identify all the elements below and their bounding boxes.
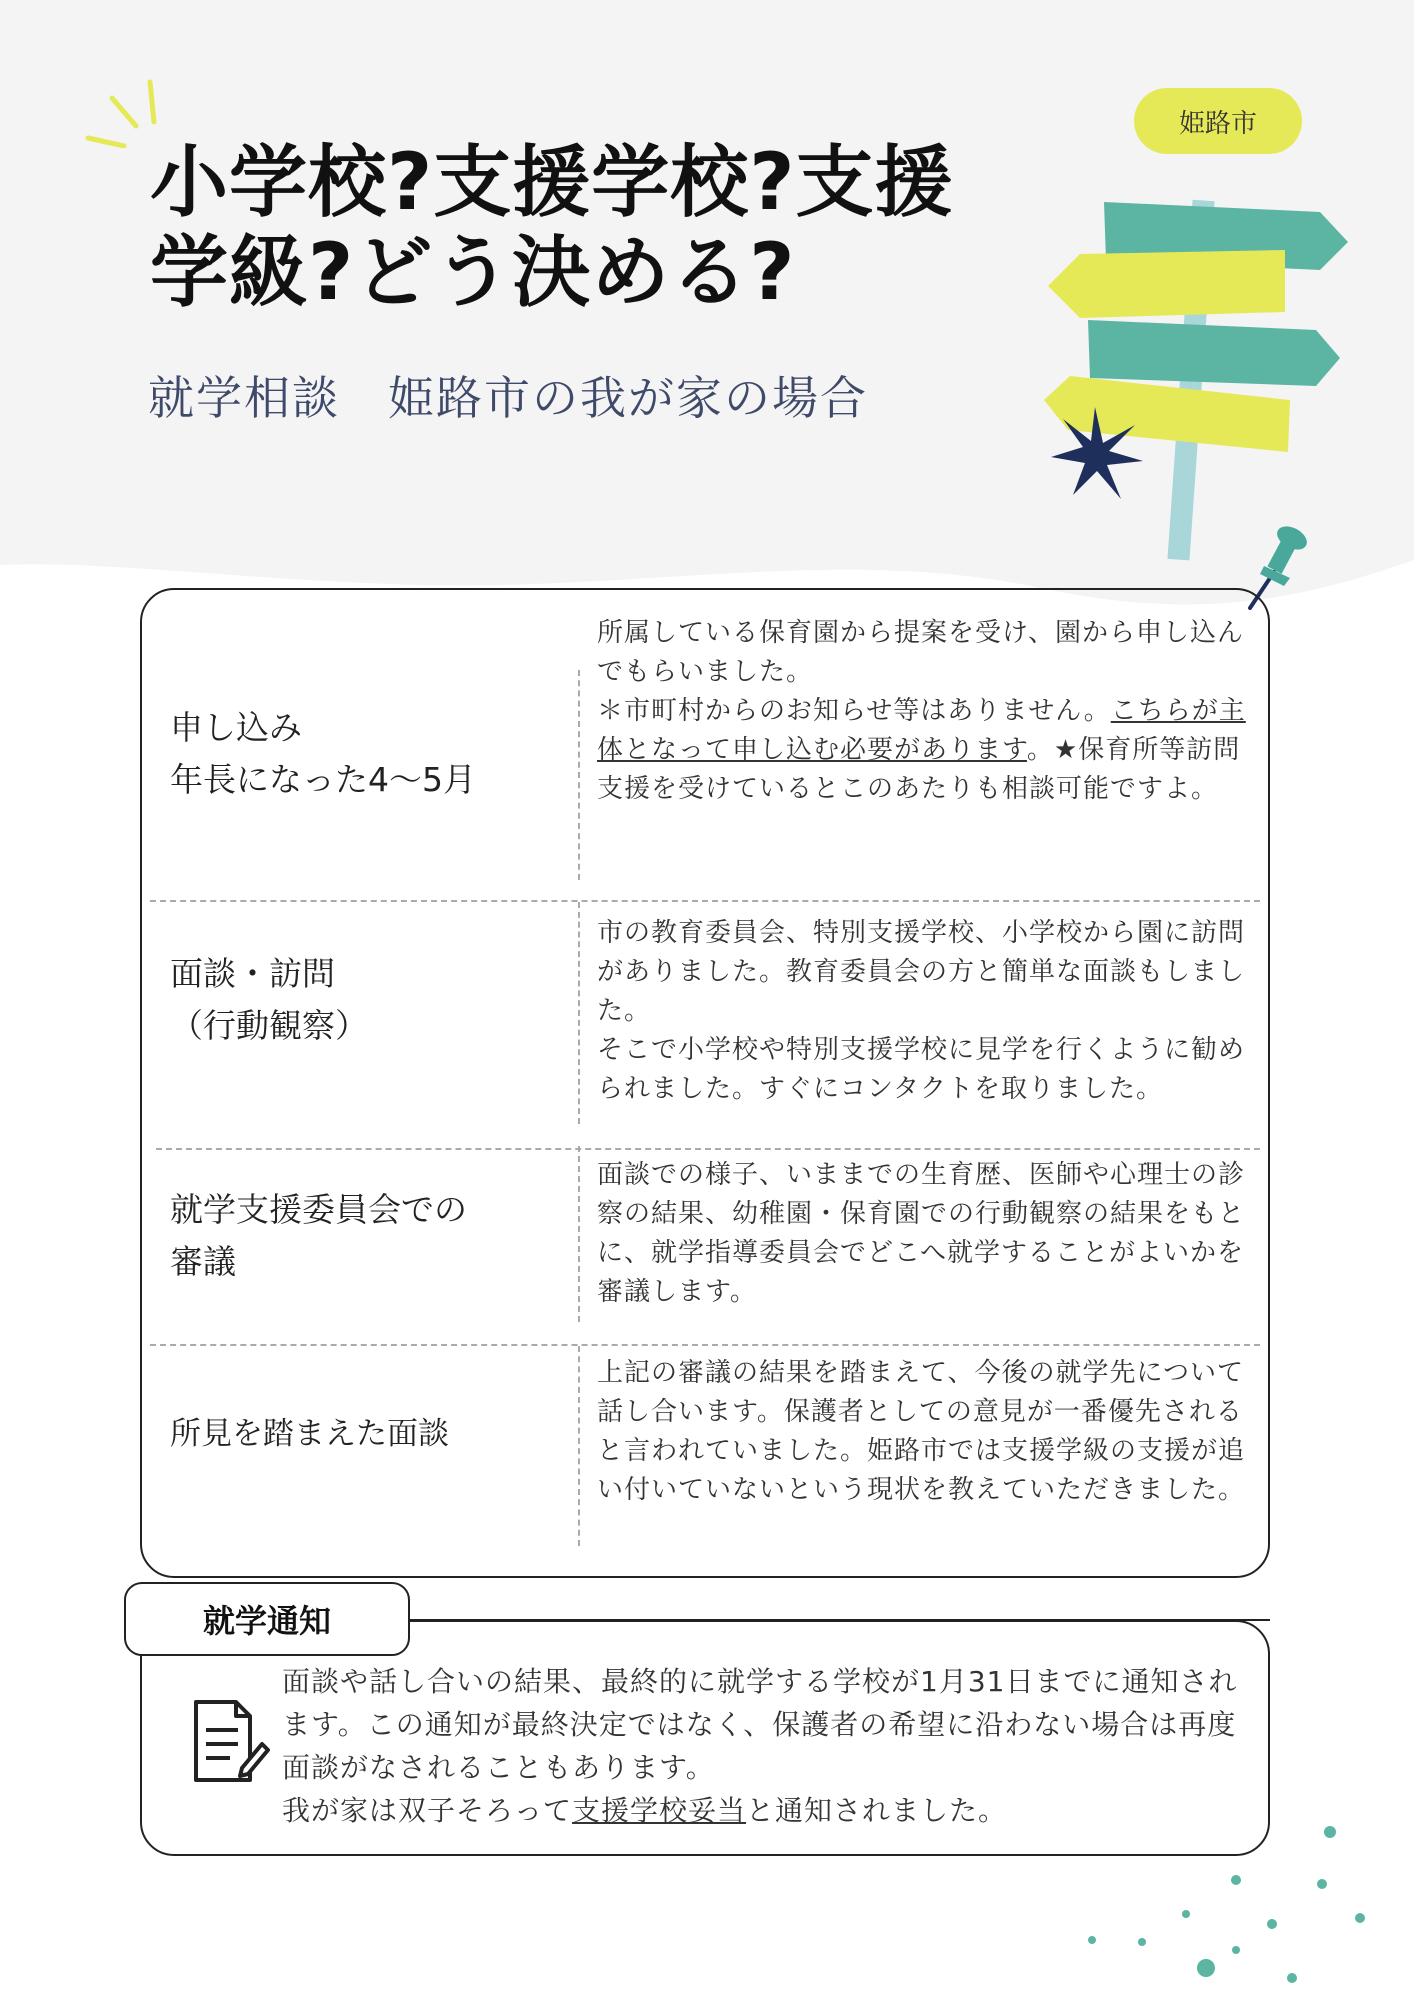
column-divider (578, 902, 580, 1124)
column-divider (578, 1346, 580, 1546)
page-subtitle: 就学相談 姫路市の我が家の場合 (148, 371, 868, 425)
page-title (150, 138, 1010, 318)
column-divider (578, 670, 580, 880)
row-divider (150, 1344, 1260, 1346)
step-label-application: 申し込み 年長になった4〜5月 (170, 708, 476, 799)
title-line-2: 学級?どう決める? (150, 228, 796, 318)
step-label-interview: 面談・訪問 （行動観察） (170, 954, 368, 1045)
row-divider (156, 1148, 1260, 1150)
step-text-interview: 市の教育委員会、特別支援学校、小学校から園に訪問がありました。教育委員会の方と簡単な面談もしました。 そこで小学校や特別支援学校に見学を行くように勧められました。すぐにコンタクトを取りました。 (597, 918, 1246, 1104)
notice-tab: 就学通知 (124, 1582, 410, 1656)
row-divider (150, 900, 1260, 902)
column-divider (578, 1146, 580, 1322)
city-badge: 姫路市 (1134, 88, 1302, 154)
notice-result: 支援学校妥当 (572, 1794, 747, 1827)
step-label-final-interview: 所見を踏まえた面談 (170, 1416, 449, 1452)
spark-lines-icon (80, 78, 160, 148)
document-pencil-icon (190, 1698, 270, 1784)
notice-text: 面談や話し合いの結果、最終的に就学する学校が1月31日までに通知されます。この通知が最終決定ではなく、保護者の希望に沿わない場合は再度面談がなされることもあります。 我が家は双子そろって支援学校妥当と通知されました。 (282, 1665, 1238, 1827)
step-label-committee: 就学支援委員会での 審議 (170, 1190, 467, 1281)
step-text-committee: 面談での様子、いままでの生育歴、医師や心理士の診察の結果、幼稚園・保育園での行動観察の結果をもとに、就学指導委員会でどこへ就学することがよいかを審議します。 (597, 1160, 1246, 1307)
step-text-final-interview: 上記の審議の結果を踏まえて、今後の就学先について話し合います。保護者としての意見が一番優先されると言われていました。姫路市では支援学級の支援が追い付いていないという現状を教えていただきました。 (597, 1358, 1246, 1505)
underlined-note: こちらが主体となって申し込む必要があります (597, 696, 1246, 765)
title-line-1: 小学校?支援学校?支援 (150, 138, 954, 228)
notice-header-line (410, 1619, 1270, 1621)
teal-dots-decoration (1060, 1810, 1400, 1990)
steps-table (140, 588, 1270, 1578)
step-text-application: 所属している保育園から提案を受け、園から申し込んでもらいました。 ＊市町村からのお知らせ等はありません。こちらが主体となって申し込む必要があります。★保育所等訪問支援を受けているとこのあたりも相談可能ですよ。 (597, 618, 1246, 804)
